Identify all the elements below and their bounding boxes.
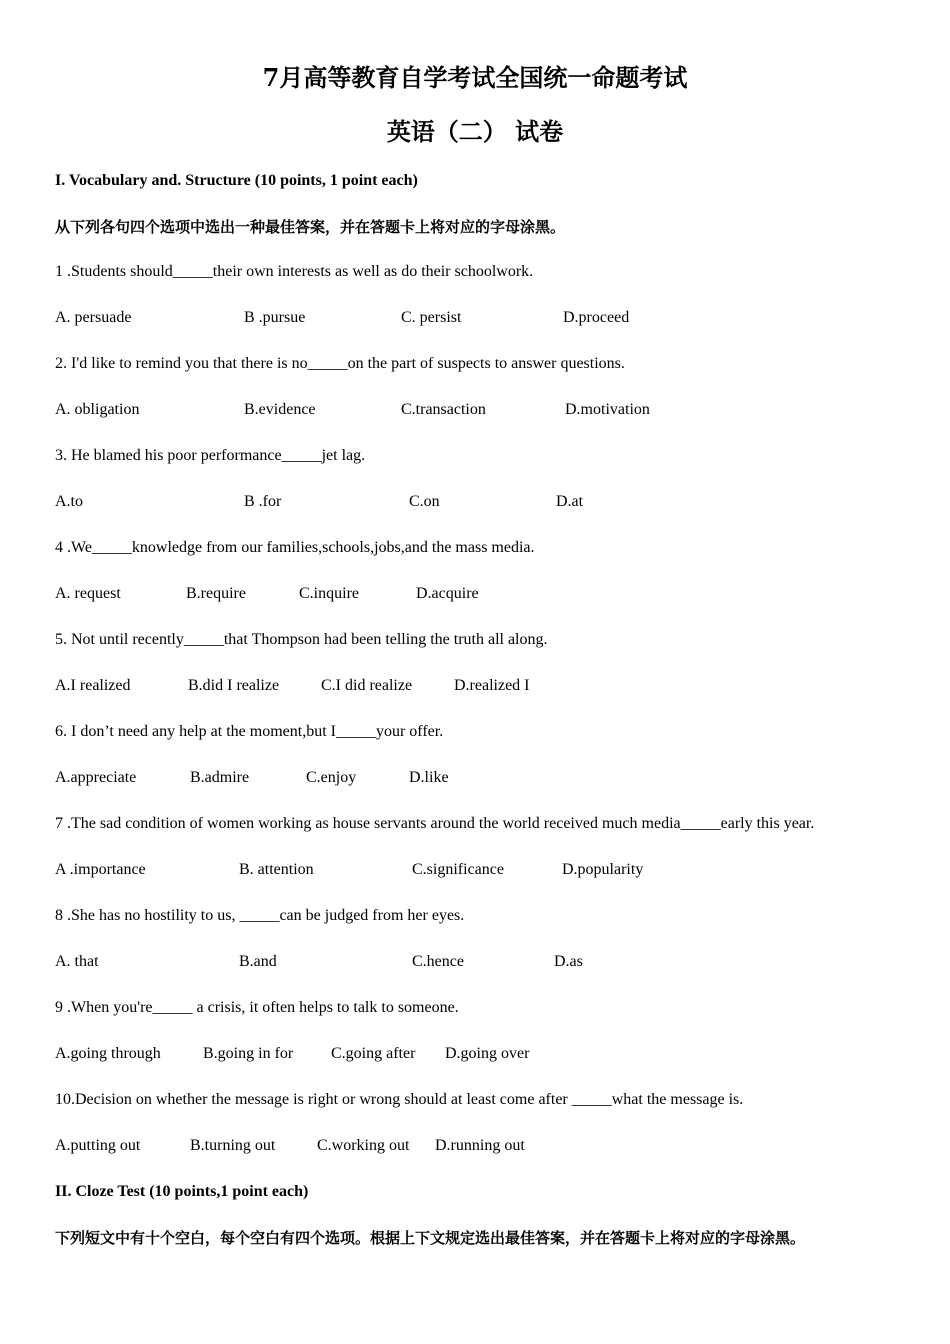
q7-option-b: B. attention xyxy=(239,861,314,878)
q9-option-d: D.going over xyxy=(445,1045,530,1062)
q1-option-c: C. persist xyxy=(401,309,462,326)
q6-option-c: C.enjoy xyxy=(306,769,357,786)
q4-option-a: A. request xyxy=(55,585,121,602)
q8-option-d: D.as xyxy=(554,953,583,970)
question-5: 5. Not until recently_____that Thompson had been telling the truth all along. xyxy=(55,631,548,648)
q2-option-c: C.transaction xyxy=(401,401,486,418)
q7-option-d: D.popularity xyxy=(562,861,644,878)
question-3: 3. He blamed his poor performance_____jet lag. xyxy=(55,447,366,464)
question-10: 10.Decision on whether the message is right or wrong should at least come after _____what the message is. xyxy=(55,1091,744,1108)
q9-option-c: C.going after xyxy=(331,1045,416,1062)
q6-option-b: B.admire xyxy=(190,769,250,786)
q10-option-c: C.working out xyxy=(317,1137,410,1154)
section1-instruction: 从下列各句四个选项中选出一种最佳答案，并在答题卡上将对应的字母涂黑。 xyxy=(55,218,566,236)
q6-option-d: D.like xyxy=(409,769,449,786)
q5-option-c: C.I did realize xyxy=(321,677,413,694)
q1-option-a: A. persuade xyxy=(55,309,132,326)
q8-option-c: C.hence xyxy=(412,953,464,970)
q2-option-b: B.evidence xyxy=(244,401,316,418)
section1-heading: I. Vocabulary and. Structure (10 points, 1 point each) xyxy=(55,172,418,189)
question-7: 7 .The sad condition of women working as house servants around the world received much media_____early this year. xyxy=(55,815,815,832)
q8-option-b: B.and xyxy=(239,953,277,970)
section2-instruction: 下列短文中有十个空白，每个空白有四个选项。根据上下文规定选出最佳答案，并在答题卡上将对应的字母涂黑。 xyxy=(55,1229,806,1247)
q3-option-b: B .for xyxy=(244,493,282,510)
q4-option-b: B.require xyxy=(186,585,246,602)
q9-option-b: B.going in for xyxy=(203,1045,294,1062)
q8-option-a: A. that xyxy=(55,953,99,970)
q4-option-c: C.inquire xyxy=(299,585,359,602)
q10-option-a: A.putting out xyxy=(55,1137,141,1154)
question-2: 2. I'd like to remind you that there is no_____on the part of suspects to answer questions. xyxy=(55,355,625,372)
question-9: 9 .When you're_____ a crisis, it often helps to talk to someone. xyxy=(55,999,459,1016)
exam-title: 7月高等教育自学考试全国统一命题考试 xyxy=(262,63,688,92)
section2-heading: II. Cloze Test (10 points,1 point each) xyxy=(55,1183,309,1200)
question-4: 4 .We_____knowledge from our families,schools,jobs,and the mass media. xyxy=(55,539,535,556)
q7-option-a: A .importance xyxy=(55,861,146,878)
q5-option-d: D.realized I xyxy=(454,677,530,694)
q5-option-b: B.did I realize xyxy=(188,677,280,694)
question-8: 8 .She has no hostility to us, _____can be judged from her eyes. xyxy=(55,907,465,924)
q10-option-d: D.running out xyxy=(435,1137,525,1154)
q10-option-b: B.turning out xyxy=(190,1137,276,1154)
q7-option-c: C.significance xyxy=(412,861,504,878)
q3-option-c: C.on xyxy=(409,493,440,510)
q1-option-b: B .pursue xyxy=(244,309,306,326)
question-1: 1 .Students should_____their own interests as well as do their schoolwork. xyxy=(55,263,534,280)
q6-option-a: A.appreciate xyxy=(55,769,137,786)
q9-option-a: A.going through xyxy=(55,1045,161,1062)
q2-option-d: D.motivation xyxy=(565,401,650,418)
q3-option-d: D.at xyxy=(556,493,584,510)
q5-option-a: A.I realized xyxy=(55,677,131,694)
exam-subtitle: 英语（二） 试卷 xyxy=(386,117,564,146)
question-6: 6. I don’t need any help at the moment,but I_____your offer. xyxy=(55,723,444,740)
q3-option-a: A.to xyxy=(55,493,83,510)
q1-option-d: D.proceed xyxy=(563,309,630,326)
q2-option-a: A. obligation xyxy=(55,401,140,418)
q4-option-d: D.acquire xyxy=(416,585,479,602)
